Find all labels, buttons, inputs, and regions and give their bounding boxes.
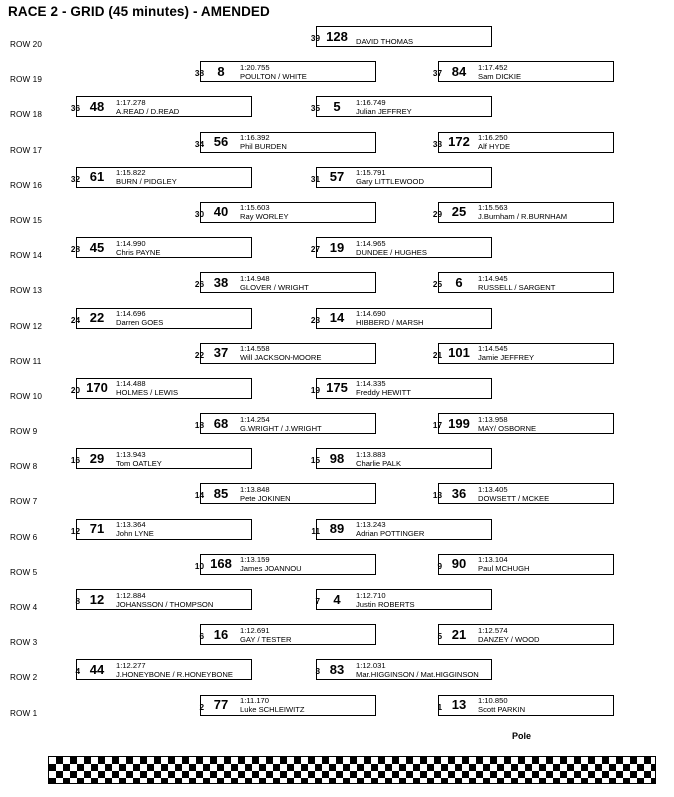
car-number: 128 xyxy=(326,28,348,44)
grid-position: 39 xyxy=(310,34,320,43)
grid-row xyxy=(0,26,674,61)
driver-name: BURN / PIDGLEY xyxy=(116,177,177,187)
lap-time: 1:13.364 xyxy=(116,520,146,530)
lap-time: 1:15.563 xyxy=(478,203,508,213)
lap-time: 1:17.452 xyxy=(478,62,508,72)
driver-name: Ray WORLEY xyxy=(240,212,289,222)
grid-position: 18 xyxy=(194,421,204,431)
grid-slot xyxy=(428,695,614,717)
lap-time: 1:12.884 xyxy=(116,590,146,600)
car-number: 36 xyxy=(451,485,467,501)
grid-slot xyxy=(66,659,252,681)
car-number: 175 xyxy=(326,380,348,396)
lap-time: 1:14.990 xyxy=(116,238,146,248)
starting-grid xyxy=(0,26,674,730)
lap-time: 1:13.943 xyxy=(116,449,146,459)
grid-slot xyxy=(190,343,376,365)
driver-name: Julian JEFFREY xyxy=(356,106,412,116)
grid-slot xyxy=(306,26,492,48)
driver-name: HOLMES / LEWIS xyxy=(116,388,179,398)
grid-slot xyxy=(428,202,614,224)
driver-name: Gary LITTLEWOOD xyxy=(356,177,424,187)
grid-position: 5 xyxy=(437,632,442,642)
lap-time: 1:10.850 xyxy=(478,696,508,706)
grid-position: 35 xyxy=(310,104,320,114)
driver-name: JOHANSSON / THOMPSON xyxy=(116,599,214,609)
row-label: ROW 3 xyxy=(10,638,38,648)
grid-position: 6 xyxy=(199,632,204,642)
driver-name: GLOVER / WRIGHT xyxy=(240,282,309,292)
driver-name: Paul MCHUGH xyxy=(478,564,530,574)
car-number: 48 xyxy=(89,98,105,114)
grid-position: 34 xyxy=(194,139,204,149)
lap-time: 1:13.159 xyxy=(240,555,270,565)
grid-slot xyxy=(66,589,252,611)
driver-name: Tom OATLEY xyxy=(116,458,162,468)
grid-position: 26 xyxy=(194,280,204,290)
grid-position: 25 xyxy=(432,280,442,290)
driver-name: RUSSELL / SARGENT xyxy=(478,282,556,292)
grid-slot xyxy=(428,343,614,365)
grid-slot xyxy=(306,167,492,189)
driver-name: J.HONEYBONE / R.HONEYBONE xyxy=(116,669,233,679)
grid-slot xyxy=(306,589,492,611)
row-label: ROW 15 xyxy=(10,215,42,225)
driver-name: DANZEY / WOOD xyxy=(478,634,540,644)
lap-time: 1:14.558 xyxy=(240,344,270,354)
lap-time: 1:14.690 xyxy=(356,309,386,318)
lap-time: 1:13.958 xyxy=(478,414,508,424)
car-number: 168 xyxy=(210,556,232,572)
grid-position: 14 xyxy=(194,491,204,501)
grid-slot xyxy=(428,61,614,83)
grid-position: 11 xyxy=(311,526,320,536)
driver-name: POULTON / WHITE xyxy=(240,71,307,81)
grid-position: 7 xyxy=(315,597,320,606)
driver-name: GAY / TESTER xyxy=(240,634,292,644)
grid-row xyxy=(0,659,674,694)
row-label: ROW 7 xyxy=(10,497,38,507)
checkered-flag-icon xyxy=(48,756,656,784)
lap-time: 1:12.574 xyxy=(478,625,508,635)
row-label: ROW 1 xyxy=(10,708,38,718)
grid-slot xyxy=(66,167,252,189)
lap-time: 1:20.755 xyxy=(240,62,270,72)
grid-slot xyxy=(306,519,492,541)
grid-row xyxy=(0,272,674,307)
lap-time: 1:16.749 xyxy=(356,97,386,107)
lap-time: 1:14.945 xyxy=(478,273,508,283)
row-label: ROW 13 xyxy=(10,286,42,296)
grid-slot xyxy=(428,413,614,435)
car-number: 4 xyxy=(333,591,341,607)
lap-time: 1:14.335 xyxy=(356,379,386,389)
lap-time: 1:12.277 xyxy=(116,660,146,670)
driver-name: Chris PAYNE xyxy=(116,247,161,257)
car-number: 12 xyxy=(89,591,105,607)
grid-slot xyxy=(190,61,376,83)
lap-time: 1:13.104 xyxy=(478,555,508,565)
grid-slot xyxy=(66,237,252,259)
row-label: ROW 5 xyxy=(10,567,38,577)
driver-name: Charlie PALK xyxy=(356,458,402,468)
row-label: ROW 6 xyxy=(10,532,38,542)
row-label: ROW 11 xyxy=(10,356,42,366)
grid-slot xyxy=(66,519,252,541)
lap-time: 1:15.822 xyxy=(116,168,146,178)
row-label: ROW 8 xyxy=(10,462,38,472)
grid-row xyxy=(0,695,674,730)
grid-slot xyxy=(190,483,376,505)
car-number: 25 xyxy=(451,204,467,220)
row-label: ROW 20 xyxy=(10,40,42,49)
grid-position: 19 xyxy=(310,385,320,395)
driver-name: Will JACKSON-MOORE xyxy=(240,353,322,363)
row-label: ROW 14 xyxy=(10,251,42,261)
lap-time: 1:13.243 xyxy=(356,520,386,530)
lap-time: 1:14.545 xyxy=(478,344,508,354)
driver-name: Mar.HIGGINSON / Mat.HIGGINSON xyxy=(356,669,479,679)
row-label: ROW 12 xyxy=(10,321,42,331)
grid-row xyxy=(0,448,674,483)
car-number: 6 xyxy=(455,274,463,290)
grid-position: 15 xyxy=(310,456,320,466)
driver-name: DUNDEE / HUGHES xyxy=(356,247,427,257)
car-number: 13 xyxy=(451,697,467,713)
grid-position: 37 xyxy=(432,69,442,79)
driver-name: G.WRIGHT / J.WRIGHT xyxy=(240,423,322,433)
grid-position: 17 xyxy=(432,421,442,431)
grid-position: 32 xyxy=(70,174,80,184)
lap-time: 1:11.170 xyxy=(240,696,269,706)
grid-row xyxy=(0,589,674,624)
grid-position: 4 xyxy=(75,667,80,677)
lap-time: 1:14.696 xyxy=(116,309,146,318)
grid-slot xyxy=(190,132,376,154)
grid-slot xyxy=(66,308,252,330)
grid-slot xyxy=(306,659,492,681)
lap-time: 1:16.392 xyxy=(240,133,270,143)
grid-row xyxy=(0,132,674,167)
car-number: 16 xyxy=(213,626,229,642)
car-number: 71 xyxy=(89,521,105,537)
car-number: 38 xyxy=(213,274,229,290)
grid-slot xyxy=(190,624,376,646)
grid-slot xyxy=(190,272,376,294)
driver-name: HIBBERD / MARSH xyxy=(356,318,424,327)
lap-time: 1:12.710 xyxy=(356,590,386,600)
car-number: 19 xyxy=(329,239,345,255)
grid-position: 30 xyxy=(194,209,204,219)
grid-slot xyxy=(428,483,614,505)
car-number: 68 xyxy=(213,415,229,431)
driver-name: Jamie JEFFREY xyxy=(478,353,535,363)
grid-row xyxy=(0,378,674,413)
grid-position: 23 xyxy=(310,315,320,325)
grid-row xyxy=(0,167,674,202)
grid-slot xyxy=(190,554,376,576)
driver-name: A.READ / D.READ xyxy=(116,106,180,116)
grid-row xyxy=(0,343,674,378)
grid-position: 13 xyxy=(432,491,442,501)
grid-slot xyxy=(190,695,376,717)
driver-name: Adrian POTTINGER xyxy=(356,529,425,539)
row-label: ROW 18 xyxy=(10,110,42,120)
grid-position: 29 xyxy=(432,209,442,219)
grid-row xyxy=(0,237,674,272)
row-label: ROW 19 xyxy=(10,75,42,85)
car-number: 5 xyxy=(333,98,341,114)
grid-row xyxy=(0,308,674,343)
car-number: 29 xyxy=(89,450,105,466)
grid-slot xyxy=(66,96,252,118)
row-label: ROW 16 xyxy=(10,180,42,190)
grid-slot xyxy=(190,202,376,224)
grid-position: 16 xyxy=(70,456,80,466)
grid-position: 8 xyxy=(75,597,80,606)
lap-time: 1:14.488 xyxy=(116,379,146,389)
grid-slot xyxy=(306,308,492,330)
car-number: 77 xyxy=(213,697,229,713)
lap-time: 1:13.883 xyxy=(356,449,386,459)
lap-time: 1:12.691 xyxy=(240,625,270,635)
car-number: 22 xyxy=(89,310,105,325)
grid-position: 12 xyxy=(70,526,80,536)
grid-row xyxy=(0,61,674,96)
grid-position: 31 xyxy=(310,174,320,184)
grid-slot xyxy=(306,237,492,259)
grid-slot xyxy=(428,624,614,646)
car-number: 172 xyxy=(448,134,470,150)
car-number: 44 xyxy=(89,661,105,677)
car-number: 8 xyxy=(217,63,225,79)
car-number: 85 xyxy=(213,485,229,501)
grid-row xyxy=(0,96,674,131)
car-number: 170 xyxy=(86,380,108,396)
row-label: ROW 17 xyxy=(10,145,42,155)
car-number: 61 xyxy=(89,169,105,185)
grid-row xyxy=(0,624,674,659)
driver-name: James JOANNOU xyxy=(240,564,302,574)
pole-label: Pole xyxy=(512,731,532,741)
grid-row xyxy=(0,554,674,589)
driver-name: Luke SCHLEIWITZ xyxy=(240,705,305,715)
lap-time: 1:14.965 xyxy=(356,238,386,248)
car-number: 45 xyxy=(89,239,105,255)
car-number: 57 xyxy=(329,169,345,185)
grid-slot xyxy=(428,554,614,576)
grid-position: 1 xyxy=(437,702,442,712)
lap-time: 1:13.405 xyxy=(478,484,508,494)
driver-name: Alf HYDE xyxy=(478,142,511,152)
grid-slot xyxy=(306,378,492,400)
grid-position: 9 xyxy=(437,561,442,571)
lap-time: 1:17.278 xyxy=(116,97,146,107)
grid-slot xyxy=(190,413,376,435)
driver-name: John LYNE xyxy=(116,529,154,539)
driver-name: Darren GOES xyxy=(116,318,164,327)
lap-time: 1:16.250 xyxy=(478,133,508,143)
car-number: 90 xyxy=(451,556,467,572)
grid-position: 38 xyxy=(194,69,204,79)
page-title: RACE 2 - GRID (45 minutes) - AMENDED xyxy=(8,4,270,19)
driver-name: MAY/ OSBORNE xyxy=(478,423,537,433)
driver-name: Justin ROBERTS xyxy=(356,599,415,609)
row-label: ROW 10 xyxy=(10,391,42,401)
grid-position: 33 xyxy=(432,139,442,149)
grid-slot xyxy=(306,96,492,118)
driver-name: Scott PARKIN xyxy=(478,705,526,715)
car-number: 37 xyxy=(213,345,229,361)
lap-time: 1:15.791 xyxy=(356,168,386,178)
car-number: 199 xyxy=(448,415,470,431)
lap-time: 1:12.031 xyxy=(356,660,386,670)
driver-name: DOWSETT / MCKEE xyxy=(478,493,550,503)
grid-row xyxy=(0,202,674,237)
grid-position: 36 xyxy=(70,104,80,114)
row-label: ROW 4 xyxy=(10,603,38,612)
grid-slot xyxy=(306,448,492,470)
car-number: 40 xyxy=(213,204,229,220)
grid-row xyxy=(0,519,674,554)
grid-position: 2 xyxy=(199,702,204,712)
driver-name: J.Burnham / R.BURNHAM xyxy=(478,212,568,222)
car-number: 14 xyxy=(329,310,345,325)
grid-row xyxy=(0,413,674,448)
driver-name: Phil BURDEN xyxy=(240,142,287,152)
grid-row xyxy=(0,483,674,518)
grid-slot xyxy=(66,448,252,470)
driver-name: Freddy HEWITT xyxy=(356,388,411,398)
grid-position: 3 xyxy=(315,667,320,677)
driver-name: Pete JOKINEN xyxy=(240,493,291,503)
grid-slot xyxy=(428,132,614,154)
lap-time: 1:14.948 xyxy=(240,273,270,283)
grid-position: 10 xyxy=(194,561,204,571)
grid-position: 24 xyxy=(70,315,80,325)
lap-time: 1:15.603 xyxy=(240,203,270,213)
driver-name: DAVID THOMAS xyxy=(356,36,414,46)
car-number: 83 xyxy=(329,661,345,677)
row-label: ROW 9 xyxy=(10,427,38,437)
grid-slot xyxy=(66,378,252,400)
car-number: 101 xyxy=(448,345,470,361)
car-number: 84 xyxy=(451,63,467,79)
car-number: 56 xyxy=(213,134,229,150)
lap-time: 1:13.848 xyxy=(240,484,270,494)
car-number: 98 xyxy=(329,450,345,466)
lap-time: 1:14.254 xyxy=(240,414,270,424)
grid-position: 20 xyxy=(70,385,80,395)
grid-position: 21 xyxy=(432,350,442,360)
driver-name: Sam DICKIE xyxy=(478,71,522,81)
car-number: 21 xyxy=(451,626,467,642)
grid-slot xyxy=(428,272,614,294)
grid-position: 28 xyxy=(70,245,80,255)
grid-position: 27 xyxy=(310,245,320,255)
grid-position: 22 xyxy=(194,350,204,360)
row-label: ROW 2 xyxy=(10,673,38,683)
car-number: 89 xyxy=(329,521,345,537)
